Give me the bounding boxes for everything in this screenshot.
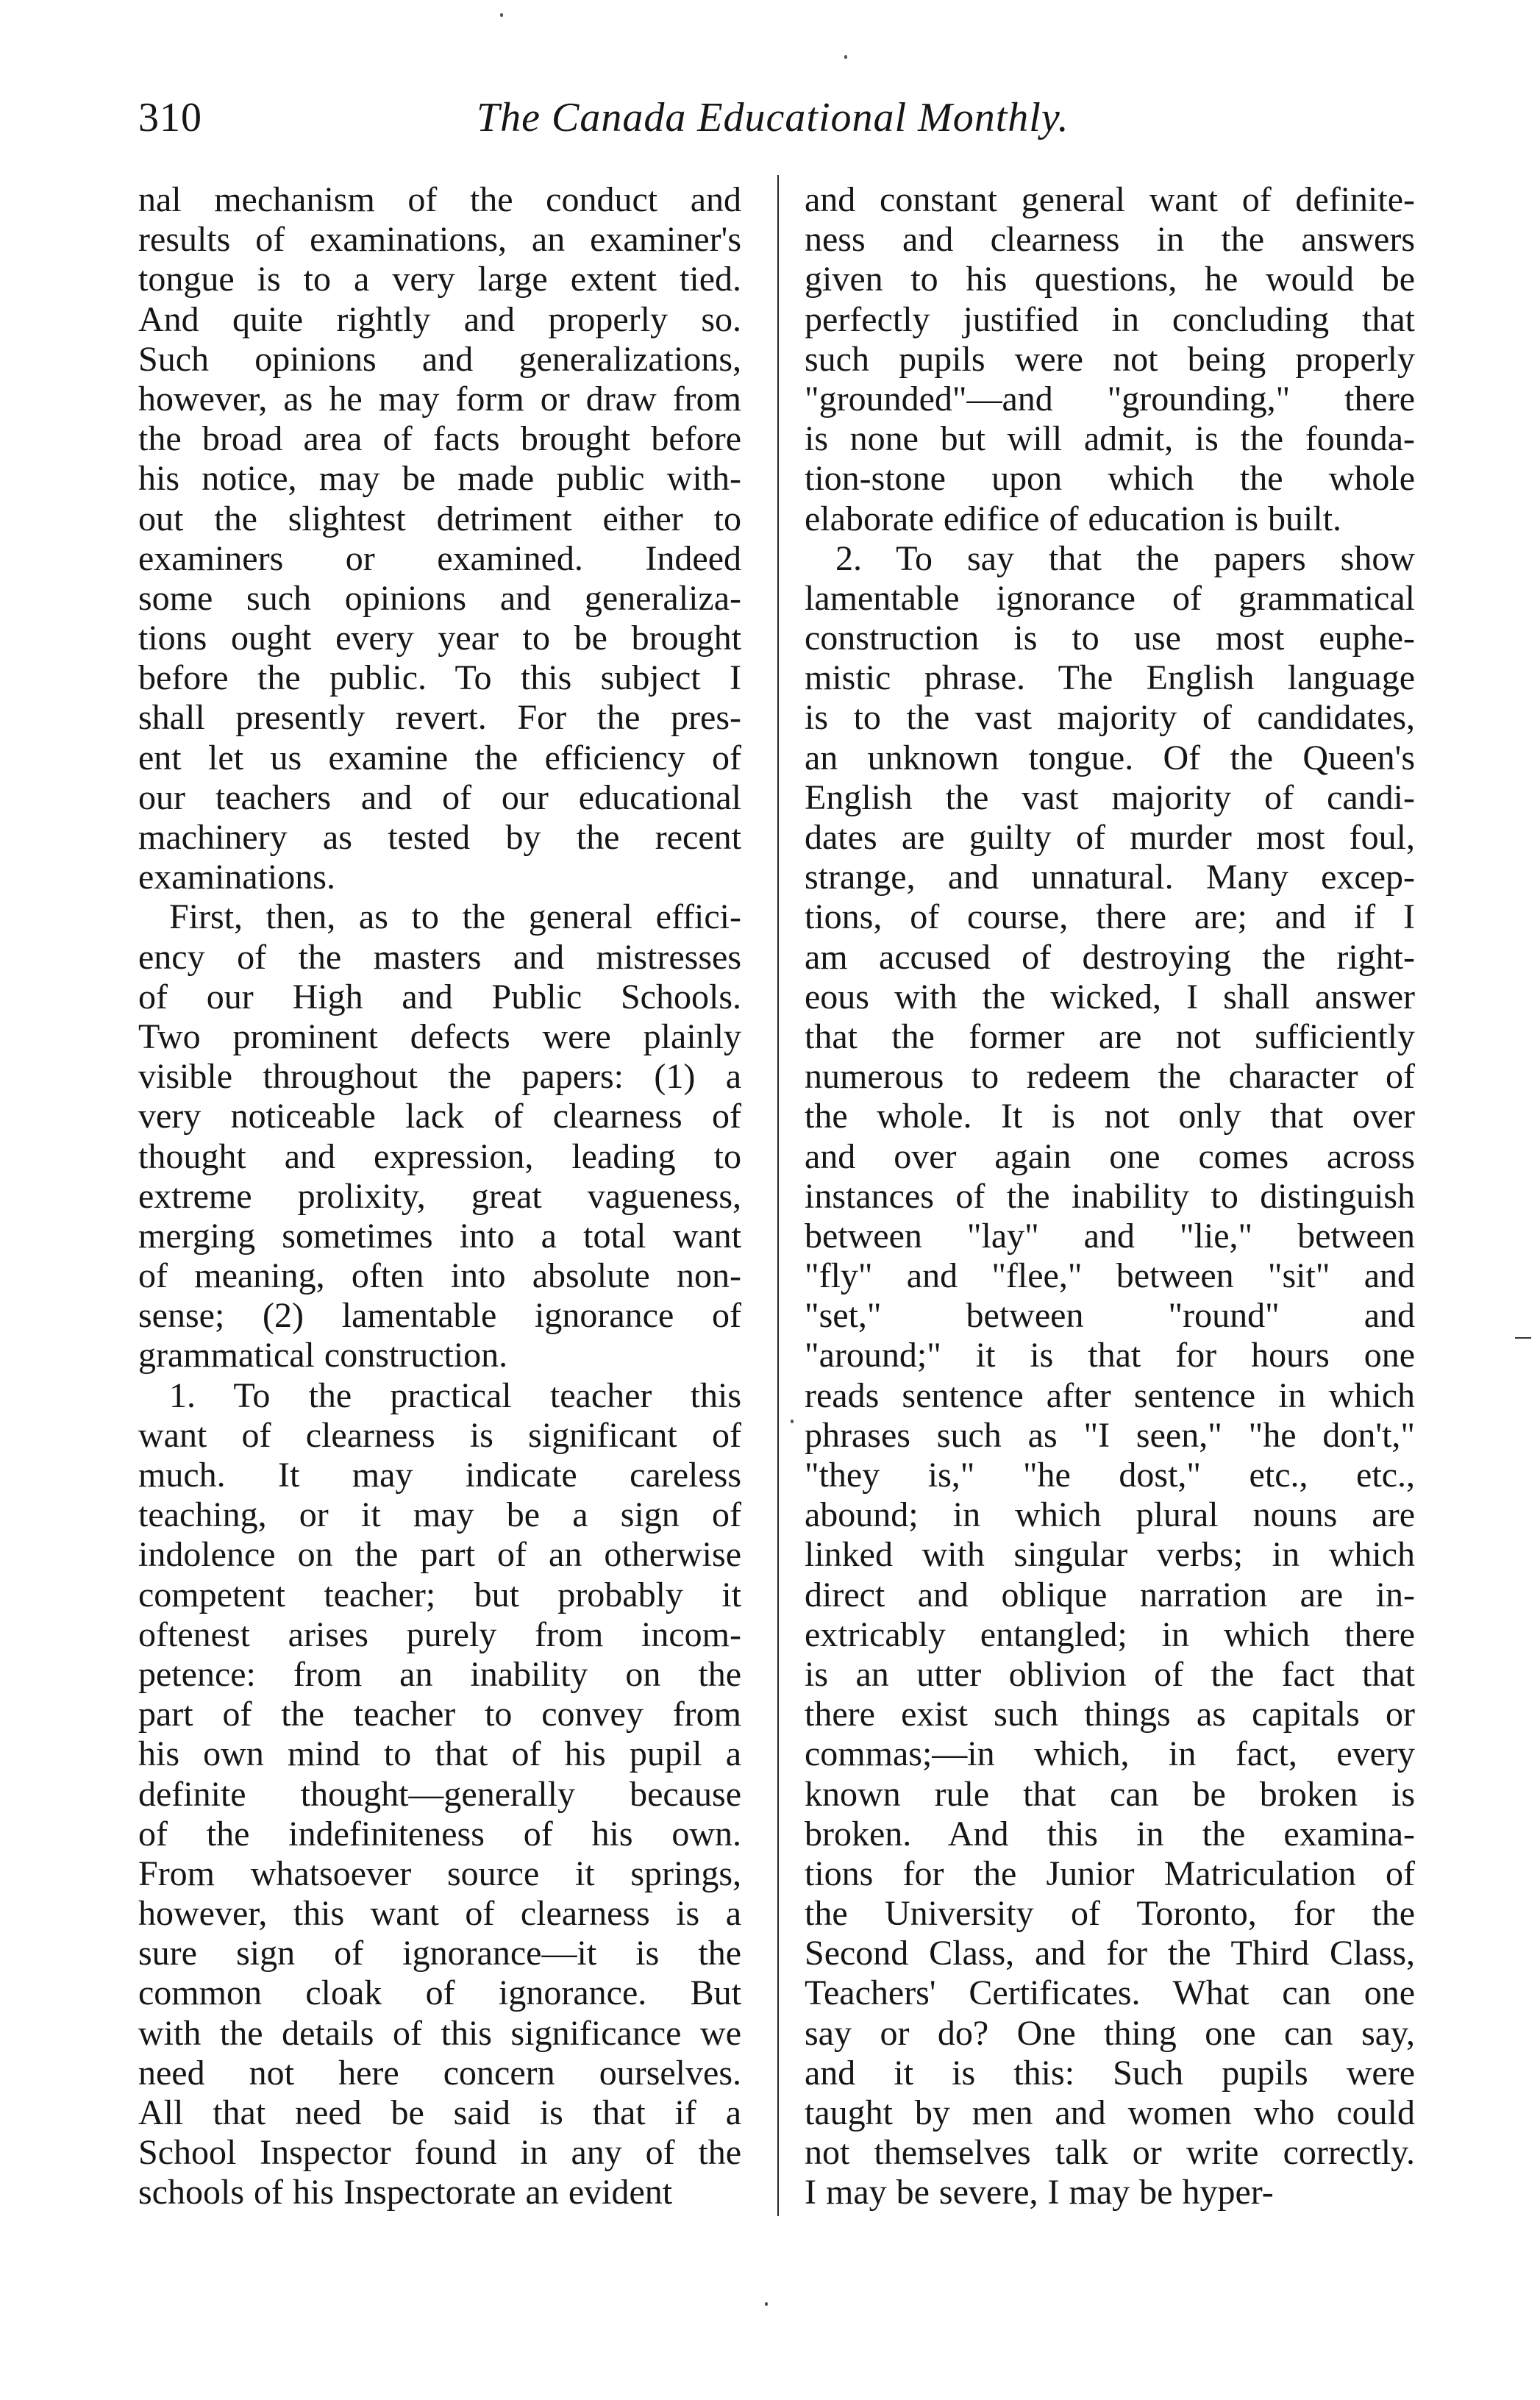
text-line: abound; in which plural nouns are: [805, 1495, 1415, 1535]
text-line: and it is this: Such pupils were: [805, 2053, 1415, 2093]
text-line: machinery as tested by the recent: [138, 818, 741, 857]
text-line: an unknown tongue. Of the Queen's: [805, 738, 1415, 777]
text-line: such pupils were not being properly: [805, 339, 1415, 379]
text-line: and over again one comes across: [805, 1136, 1415, 1176]
text-line: English the vast majority of candi-: [805, 777, 1415, 817]
text-line: known rule that can be broken is: [805, 1774, 1415, 1814]
text-line: visible throughout the papers: (1) a: [138, 1057, 741, 1097]
text-line: the University of Toronto, for the: [805, 1894, 1415, 1934]
text-line: petence: from an inability on the: [138, 1654, 741, 1694]
text-line: teaching, or it may be a sign of: [138, 1495, 741, 1535]
text-line: the broad area of facts brought before: [138, 419, 741, 459]
text-line: dates are guilty of murder most foul,: [805, 818, 1415, 857]
text-line: with the details of this significance we: [138, 2013, 741, 2053]
print-speck: [500, 13, 503, 17]
text-line: eous with the wicked, I shall answer: [805, 977, 1415, 1016]
text-line: results of examinations, an examiner's: [138, 220, 741, 260]
text-line: need not here concern ourselves.: [138, 2053, 741, 2093]
text-line: Two prominent defects were plainly: [138, 1016, 741, 1056]
text-line: out the slightest detriment either to: [138, 499, 741, 538]
text-line: however, as he may form or draw from: [138, 379, 741, 419]
text-line: shall presently revert. For the pres-: [138, 698, 741, 738]
text-line: the whole. It is not only that over: [805, 1097, 1415, 1136]
text-line: Teachers' Certificates. What can one: [805, 1973, 1415, 2013]
text-line: ent let us examine the efficiency of: [138, 738, 741, 777]
text-line: thought and expression, leading to: [138, 1136, 741, 1176]
text-line: sure sign of ignorance—it is the: [138, 1934, 741, 1973]
page-header: [138, 94, 1477, 153]
text-line: ency of the masters and mistresses: [138, 937, 741, 977]
text-line: All that need be said is that if a: [138, 2093, 741, 2132]
text-line: oftenest arises purely from incom-: [138, 1614, 741, 1654]
text-line: and constant general want of definite-: [805, 180, 1415, 219]
text-line: Such opinions and generalizations,: [138, 339, 741, 379]
text-line: of meaning, often into absolute non-: [138, 1256, 741, 1296]
right-text-column: [805, 180, 1415, 2213]
text-line: examiners or examined. Indeed: [138, 538, 741, 578]
text-line: there exist such things as capitals or: [805, 1695, 1415, 1734]
text-line: given to his questions, he would be: [805, 260, 1415, 299]
text-line: some such opinions and generaliza-: [138, 578, 741, 618]
text-line: strange, and unnatural. Many excep-: [805, 858, 1415, 897]
text-line: is an utter oblivion of the fact that: [805, 1654, 1415, 1694]
print-speck: [791, 1420, 794, 1423]
text-line: numerous to redeem the character of: [805, 1057, 1415, 1097]
text-line: "grounded"—and "grounding," there: [805, 379, 1415, 419]
text-line: much. It may indicate careless: [138, 1456, 741, 1495]
text-line: grammatical construction.: [138, 1336, 508, 1375]
text-line: definite thought—generally because: [138, 1774, 741, 1814]
text-line: tions ought every year to be brought: [138, 619, 741, 658]
text-line: mistic phrase. The English language: [805, 658, 1415, 698]
text-line: Second Class, and for the Third Class,: [805, 1934, 1415, 1973]
text-line: And quite rightly and properly so.: [138, 299, 741, 339]
text-line: merging sometimes into a total want: [138, 1216, 741, 1256]
text-line: his notice, may be made public with-: [138, 459, 741, 499]
text-line: "they is," "he dost," etc., etc.,: [805, 1456, 1415, 1495]
text-line: tions for the Junior Matriculation of: [805, 1854, 1415, 1893]
text-line: common cloak of ignorance. But: [138, 1973, 741, 2013]
text-line: tion-stone upon which the whole: [805, 459, 1415, 499]
column-divider: [777, 175, 779, 2216]
text-line: tongue is to a very large extent tied.: [138, 260, 741, 299]
text-line: not themselves talk or write correctly.: [805, 2133, 1415, 2173]
text-line: elaborate edifice of education is built.: [805, 499, 1342, 538]
margin-mark: [1515, 1337, 1531, 1339]
text-line: however, this want of clearness is a: [138, 1894, 741, 1934]
text-line: very noticeable lack of clearness of: [138, 1097, 741, 1136]
text-line: "fly" and "flee," between "sit" and: [805, 1256, 1415, 1296]
text-line: "around;" it is that for hours one: [805, 1336, 1415, 1375]
page-number: 310: [138, 95, 202, 140]
text-line: between "lay" and "lie," between: [805, 1216, 1415, 1256]
text-line: indolence on the part of an otherwise: [138, 1535, 741, 1575]
text-line: linked with singular verbs; in which: [805, 1535, 1415, 1575]
text-line: our teachers and of our educational: [138, 777, 741, 817]
text-line: want of clearness is significant of: [138, 1415, 741, 1455]
text-line: nal mechanism of the conduct and: [138, 180, 741, 219]
text-line: ness and clearness in the answers: [805, 220, 1415, 260]
text-line: of the indefiniteness of his own.: [138, 1814, 741, 1854]
left-text-column: [138, 180, 741, 2213]
text-line: is none but will admit, is the founda-: [805, 419, 1415, 459]
text-line: extricably entangled; in which there: [805, 1614, 1415, 1654]
running-title: The Canada Educational Monthly.: [477, 95, 1069, 140]
text-line: tions, of course, there are; and if I: [805, 897, 1415, 937]
text-line: before the public. To this subject I: [138, 658, 741, 698]
text-line: construction is to use most euphe-: [805, 619, 1415, 658]
text-line: am accused of destroying the right-: [805, 937, 1415, 977]
text-line: 2. To say that the papers show: [835, 538, 1415, 578]
text-line: From whatsoever source it springs,: [138, 1854, 741, 1893]
text-line: School Inspector found in any of the: [138, 2133, 741, 2173]
text-line: perfectly justified in concluding that: [805, 299, 1415, 339]
text-line: that the former are not sufficiently: [805, 1016, 1415, 1056]
text-line: taught by men and women who could: [805, 2093, 1415, 2132]
text-line: part of the teacher to convey from: [138, 1695, 741, 1734]
text-line: 1. To the practical teacher this: [169, 1375, 741, 1415]
text-line: sense; (2) lamentable ignorance of: [138, 1296, 741, 1336]
text-line: commas;—in which, in fact, every: [805, 1734, 1415, 1774]
text-line: broken. And this in the examina-: [805, 1814, 1415, 1854]
text-line: I may be severe, I may be hyper-: [805, 2173, 1274, 2212]
text-line: extreme prolixity, great vagueness,: [138, 1176, 741, 1216]
print-speck: [844, 55, 847, 59]
text-line: direct and oblique narration are in-: [805, 1575, 1415, 1614]
text-line: of our High and Public Schools.: [138, 977, 741, 1016]
text-line: First, then, as to the general effici-: [169, 897, 741, 937]
text-line: say or do? One thing one can say,: [805, 2013, 1415, 2053]
print-speck: [765, 2302, 768, 2306]
text-line: lamentable ignorance of grammatical: [805, 578, 1415, 618]
text-line: is to the vast majority of candidates,: [805, 698, 1415, 738]
text-line: examinations.: [138, 858, 335, 897]
text-line: reads sentence after sentence in which: [805, 1375, 1415, 1415]
text-line: phrases such as "I seen," "he don't,": [805, 1415, 1415, 1455]
text-line: instances of the inability to distinguish: [805, 1176, 1415, 1216]
text-line: "set," between "round" and: [805, 1296, 1415, 1336]
text-line: his own mind to that of his pupil a: [138, 1734, 741, 1774]
text-line: competent teacher; but probably it: [138, 1575, 741, 1614]
text-line: schools of his Inspectorate an evident: [138, 2173, 673, 2212]
